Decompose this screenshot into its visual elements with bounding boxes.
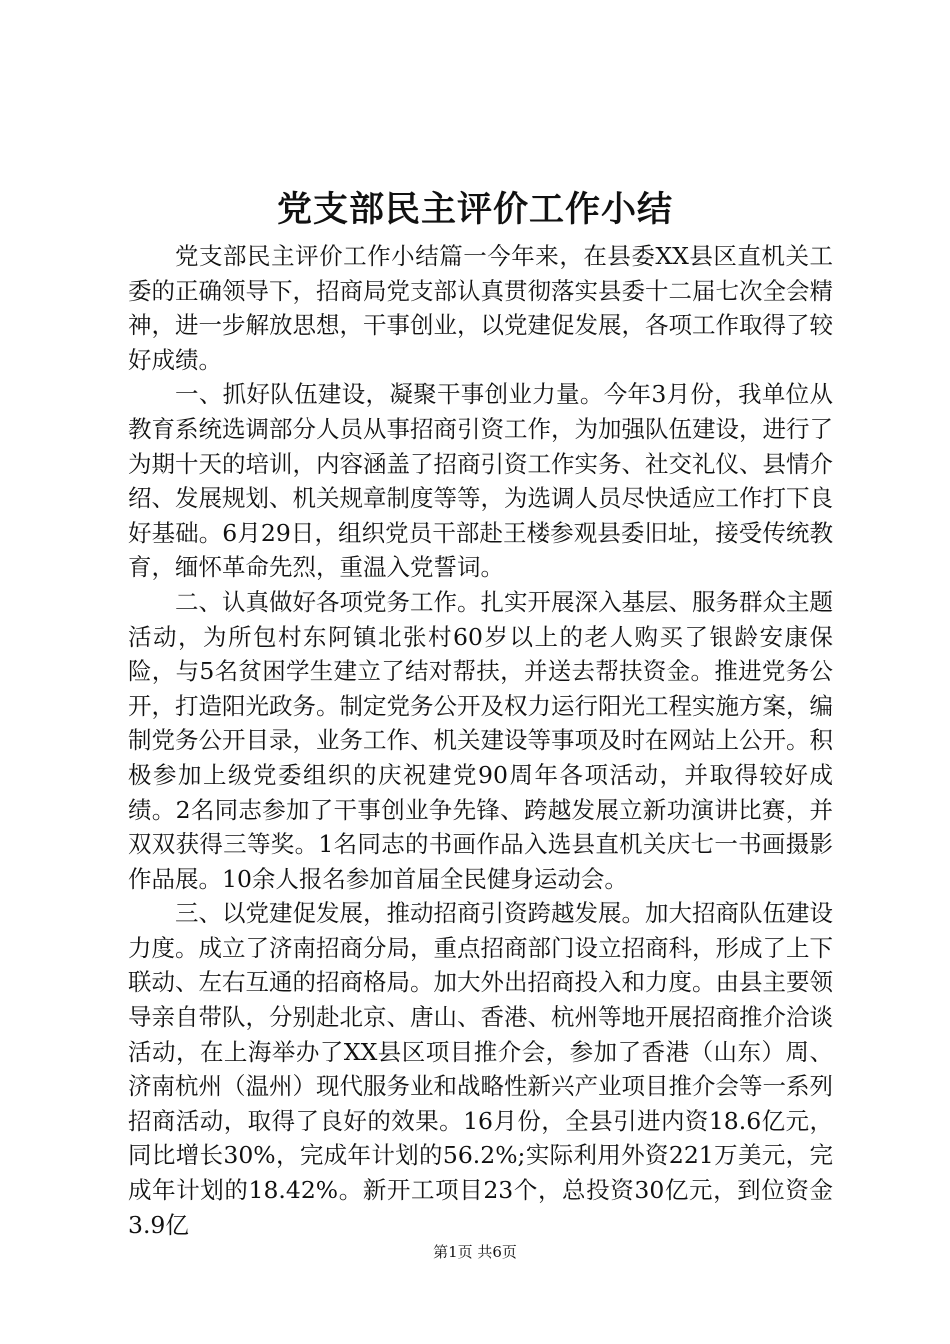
- paragraph-party-affairs: 二、认真做好各项党务工作。扎实开展深入基层、服务群众主题活动，为所包村东阿镇北张村60岁以上的老人购买了银龄安康保险，与5名贫困学生建立了结对帮扶，并送去帮扶资金。推进党务公开，打造阳光政务。制定党务公开及权力运行阳光工程实施方案，编制党务公开目录，业务工作、机关建设等事项及时在网站上公开。积极参加上级党委组织的庆祝建党90周年各项活动，并取得较好成绩。2名同志参加了干事创业争先锋、跨越发展立新功演讲比赛，并双双获得三等奖。1名同志的书画作品入选县直机关庆七一书画摄影作品展。10余人报名参加首届全民健身运动会。: [128, 587, 833, 893]
- paragraph-intro: 党支部民主评价工作小结篇一今年来，在县委XX县区直机关工委的正确领导下，招商局党支部认真贯彻落实县委十二届七次全会精神，进一步解放思想，干事创业，以党建促发展，各项工作取得了较好成绩。: [128, 242, 833, 374]
- paragraph-investment: 三、以党建促发展，推动招商引资跨越发展。加大招商队伍建设力度。成立了济南招商分局，重点招商部门设立招商科，形成了上下联动、左右互通的招商格局。加大外出招商投入和力度。由县主要领导亲自带队，分别赴北京、唐山、香港、杭州等地开展招商推介洽谈活动，在上海举办了XX县区项目推介会，参加了香港（山东）周、济南杭州（温州）现代服务业和战略性新兴产业项目推介会等一系列招商活动，取得了良好的效果。16月份，全县引进内资18.6亿元，同比增长30%，完成年计划的56.2%;实际利用外资221万美元，完成年计划的18.42%。新开工项目23个，总投资30亿元，到位资金3.9亿: [128, 899, 833, 1239]
- paragraph-team-building: 一、抓好队伍建设，凝聚干事创业力量。今年3月份，我单位从教育系统选调部分人员从事招商引资工作，为加强队伍建设，进行了为期十天的培训，内容涵盖了招商引资工作实务、社交礼仪、县情介绍、发展规划、机关规章制度等等，为选调人员尽快适应工作打下良好基础。6月29日，组织党员干部赴王楼参观县委旧址，接受传统教育，缅怀革命先烈，重温入党誓词。: [128, 380, 833, 582]
- page-footer: 第1页 共6页: [433, 1243, 517, 1261]
- document-body: [128, 239, 833, 1242]
- document-title: 党支部民主评价工作小结: [276, 189, 673, 230]
